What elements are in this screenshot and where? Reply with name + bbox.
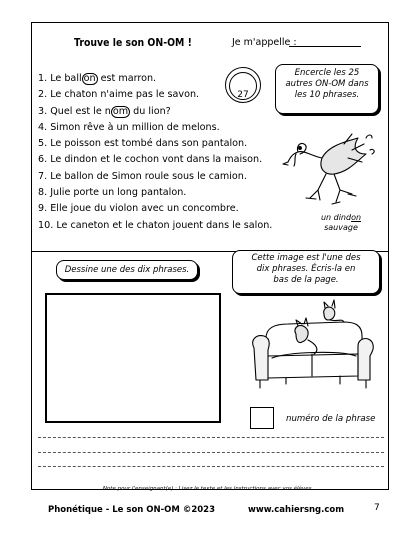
- teacher-note: Note pour l'enseignant(e) : Lisez le texte et les instructions avec vos élèves.: [102, 486, 314, 492]
- circled-sound: on: [83, 73, 96, 84]
- sentence-item: 3. Quel est le n om du lion?: [38, 105, 171, 117]
- sentence-number-box[interactable]: [250, 407, 274, 429]
- drawing-area[interactable]: [45, 293, 221, 423]
- draw-prompt-bubble: Dessine une des dix phrases.: [56, 260, 198, 280]
- sentence-item: 4. Simon rêve à un million de melons.: [38, 121, 220, 133]
- sentence-item: 8. Julie porte un long pantalon.: [38, 187, 187, 199]
- footer-url[interactable]: www.cahiersng.com: [248, 505, 345, 515]
- sentence-item: 9. Elle joue du violon avec un concombre.: [38, 203, 239, 215]
- footer-title: Phonétique - Le son ON-OM ©2023: [48, 505, 215, 515]
- sentence-item: 7. Le ballon de Simon roule sous le camion.: [38, 170, 247, 182]
- image-instruction-bubble: Cette image est l'une des dix phrases. Écris-la en bas de la page.: [232, 250, 380, 294]
- writing-line[interactable]: [38, 466, 384, 467]
- name-label: Je m'appelle :: [232, 37, 297, 48]
- sentence-number-label: numéro de la phrase: [286, 414, 376, 424]
- turkey-illustration: [282, 128, 378, 212]
- sentence-item: 5. Le poisson est tombé dans son pantalon.: [38, 138, 248, 150]
- circled-sound: om: [112, 105, 129, 117]
- sentence-item: 6. Le dindon et le cochon vont dans la maison.: [38, 154, 263, 166]
- count-badge-number: 27: [237, 90, 249, 100]
- sentence-item: 10. Le caneton et le chaton jouent dans le salon.: [38, 219, 273, 231]
- worksheet-title: Trouve le son ON-OM !: [74, 36, 192, 49]
- turkey-caption: un dindon sauvage: [320, 213, 362, 232]
- writing-line[interactable]: [38, 452, 384, 453]
- sentence-item: 1. Le ball on est marron.: [38, 73, 157, 84]
- sentence-item: 2. Le chaton n'aime pas le savon.: [38, 89, 200, 101]
- couch-illustration: [248, 300, 378, 396]
- writing-line[interactable]: [38, 437, 384, 438]
- name-field-line[interactable]: [289, 46, 361, 47]
- instruction-bubble: Encercle les 25 autres ON-OM dans les 10 phrases.: [275, 64, 379, 114]
- page-number: 7: [374, 503, 380, 513]
